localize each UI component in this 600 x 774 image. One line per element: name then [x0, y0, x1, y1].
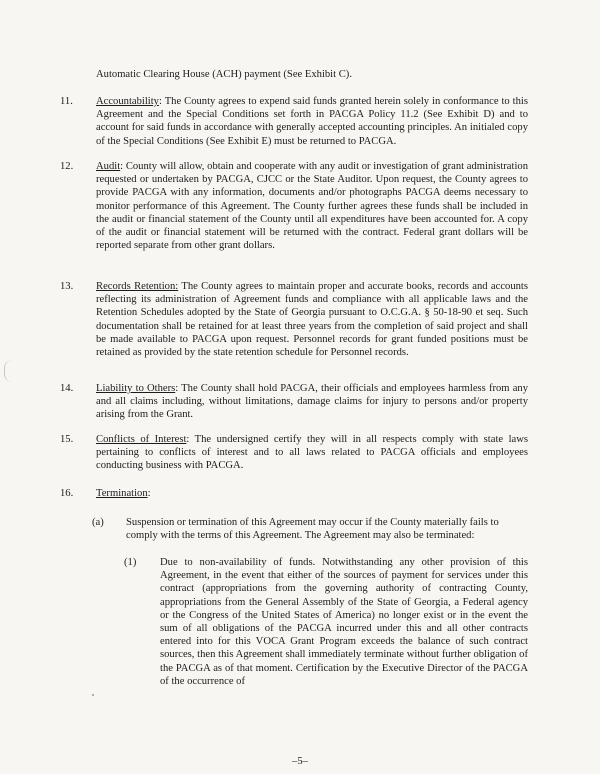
section-separator: : [158, 96, 162, 107]
section-text: The County agrees to maintain proper and accurate books, records and accounts reflecting its administration of Agreement funds and compliance with all applicable laws and the Retention Schedules adopted by the State of Georgia pursuant to O.C.G.A. § 50-18-90 et seq. Such documentation shall be retained for at least three years from the completion of said project and shall be made available to PACGA upon request. Personnel records for grant funded positions must be retained as provided by the state retention schedule for Personnel records. [96, 281, 528, 359]
section-12 [60, 160, 528, 252]
section-body [96, 382, 528, 422]
section-body [96, 160, 528, 252]
section-number: 11. [60, 96, 73, 107]
section-14 [60, 382, 528, 422]
subsection-a [92, 516, 528, 542]
continuation-line: Automatic Clearing House (ACH) payment (See Exhibit C). [96, 69, 352, 80]
section-title: Conflicts of Interest [96, 434, 187, 445]
section-title: Records Retention: [96, 281, 179, 292]
section-13 [60, 280, 528, 359]
section-text: County will allow, obtain and cooperate with any audit or investigation of grant administration requested or undertaken by PACGA, CJCC or the State Auditor. Upon request, the County agrees to provide PACGA with any information, documents and/or photographs PACGA deems necessary to monitor performance of this Agreement. The County further agrees these funds shall be included in the audit or financial statement of the County until all expenditures have been accounted for. A copy of the audit or financial statement will be returned with the contract. Federal grant dollars will be reported separate from other grant dollars. [96, 161, 528, 252]
section-body [96, 280, 528, 359]
section-text: The undersigned certify they will in all respects comply with state laws pertaining to conflicts of interest and to all laws related to PACGA officials and employees conducting business with PACGA. [96, 434, 528, 472]
section-11 [60, 95, 528, 148]
section-number: 15. [60, 434, 74, 445]
binder-hole-mark [4, 360, 13, 382]
section-title: Termination [96, 488, 148, 499]
section-number: 14. [60, 383, 74, 394]
section-title: Audit [96, 161, 121, 172]
subsection-label: (a) [92, 517, 104, 528]
subsection-1 [124, 556, 528, 688]
section-separator: : [120, 161, 124, 172]
section-15 [60, 433, 528, 473]
scan-speck [92, 694, 94, 696]
subsection-label: (1) [124, 557, 137, 568]
section-body [96, 433, 528, 473]
section-title: Accountability [96, 96, 159, 107]
subsection-text: Suspension or termination of this Agreement may occur if the County materially fails to comply with the terms of this Agreement. The Agreement may also be terminated: [126, 517, 499, 542]
section-number: 13. [60, 281, 74, 292]
subsection-text: Due to non-availability of funds. Notwithstanding any other provision of this Agreement, in the event that either of the sources of payment for services under this contract (appropriations from the governing authority of contracting County, appropriations from the General Assembly of the State of Georgia, a Federal agency or the Congress of the United States of America) no longer exist or in the event the sum of all obligations of the PACGA incurred under this and all other contracts entered into for this VOCA Grant Program exceeds the balance of such contract sources, then this Agreement shall immediately terminate without further obligation of the PACGA as of that moment. Certification by the Executive Director of the PACGA of the occurrence of [160, 557, 528, 687]
section-number: 12. [60, 161, 74, 172]
section-body [96, 95, 528, 148]
page-number: –5– [292, 756, 308, 767]
section-16 [60, 487, 528, 500]
section-separator: : [175, 383, 179, 394]
section-text: The County agrees to expend said funds granted herein solely in conformance to this Agreement and the Special Conditions set forth in PACGA Policy 11.2 (See Exhibit D) and to account for said funds in accordance with generally accepted accounting principles. An initialed copy of the Special Conditions (See Exhibit E) must be returned to PACGA. [96, 96, 528, 147]
section-separator: : [147, 488, 151, 499]
section-title: Liability to Others [96, 383, 176, 394]
section-body [96, 487, 528, 500]
section-number: 16. [60, 488, 74, 499]
section-text: The County shall hold PACGA, their officials and employees harmless from any and all claims including, without limitations, damage claims for injury to persons and/or property arising from the Grant. [96, 383, 528, 421]
section-separator: : [186, 434, 190, 445]
